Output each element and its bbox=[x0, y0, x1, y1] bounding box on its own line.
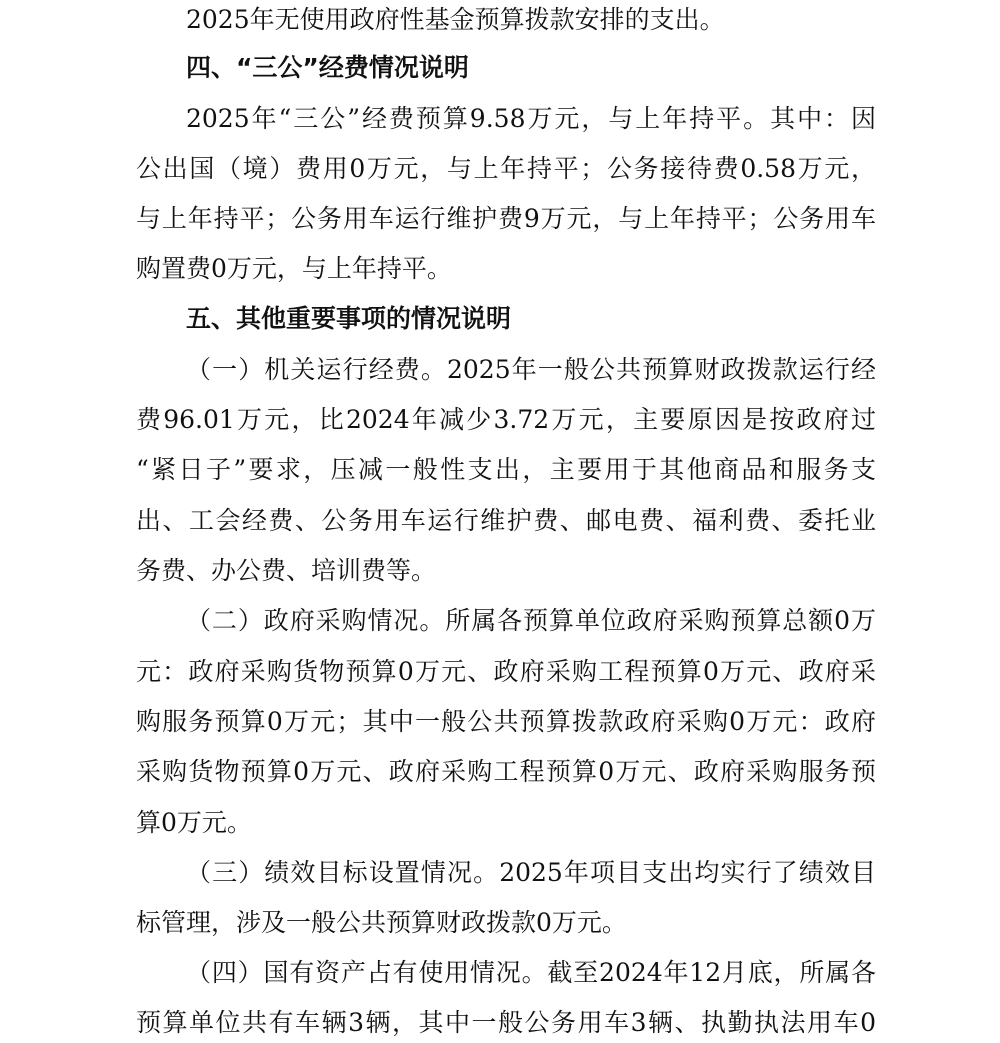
text-line: 元：政府采购货物预算0万元、政府采购工程预算0万元、政府采 bbox=[136, 657, 876, 686]
text-line: 采购货物预算0万元、政府采购工程预算0万元、政府采购服务预 bbox=[136, 757, 876, 786]
subsection-title: （三）绩效目标设置情况。 bbox=[186, 858, 500, 887]
text-line: 2025年无使用政府性基金预算拨款安排的支出。 bbox=[186, 5, 725, 34]
text-line: 购置费0万元，与上年持平。 bbox=[136, 254, 452, 283]
paragraph-line bbox=[186, 350, 876, 390]
text-span: 2025年项目支出均实行了绩效目 bbox=[499, 858, 876, 887]
text-line: 标管理，涉及一般公共预算财政拨款0万元。 bbox=[136, 908, 627, 937]
text-span: 所属各预算单位政府采购预算总额0万 bbox=[445, 606, 876, 635]
text-line: 购服务预算0万元；其中一般公共预算拨款政府采购0万元：政府 bbox=[136, 707, 876, 736]
text-line: 公出国（境）费用0万元，与上年持平；公务接待费0.58万元， bbox=[136, 154, 876, 183]
section-heading-four: 四、“三公”经费情况说明 bbox=[186, 53, 469, 82]
subsection-title: （四）国有资产占有使用情况。 bbox=[186, 958, 548, 987]
paragraph-line bbox=[186, 853, 876, 893]
text-span: 2025年一般公共预算财政拨款运行经 bbox=[446, 355, 876, 384]
text-line: 务费、办公费、培训费等。 bbox=[136, 556, 437, 585]
subsection-title: （一）机关运行经费。 bbox=[186, 355, 447, 384]
paragraph-line bbox=[186, 953, 876, 993]
text-line: 2025年“三公”经费预算9.58万元，与上年持平。其中：因 bbox=[186, 104, 876, 133]
text-line: “紧日子”要求，压减一般性支出，主要用于其他商品和服务支 bbox=[136, 455, 876, 484]
subsection-title: （二）政府采购情况。 bbox=[186, 606, 446, 635]
text-span: 截至2024年12月底，所属各 bbox=[547, 958, 876, 987]
section-heading-five: 五、其他重要事项的情况说明 bbox=[186, 304, 512, 333]
paragraph-line bbox=[186, 601, 876, 641]
text-line: 算0万元。 bbox=[136, 808, 252, 837]
text-line: 预算单位共有车辆3辆，其中一般公务用车3辆、执勤执法用车0 bbox=[136, 1008, 876, 1037]
text-line: 出、工会经费、公务用车运行维护费、邮电费、福利费、委托业 bbox=[136, 506, 876, 535]
text-line: 与上年持平；公务用车运行维护费9万元，与上年持平；公务用车 bbox=[136, 204, 876, 233]
text-line: 费96.01万元，比2024年减少3.72万元，主要原因是按政府过 bbox=[136, 405, 876, 434]
